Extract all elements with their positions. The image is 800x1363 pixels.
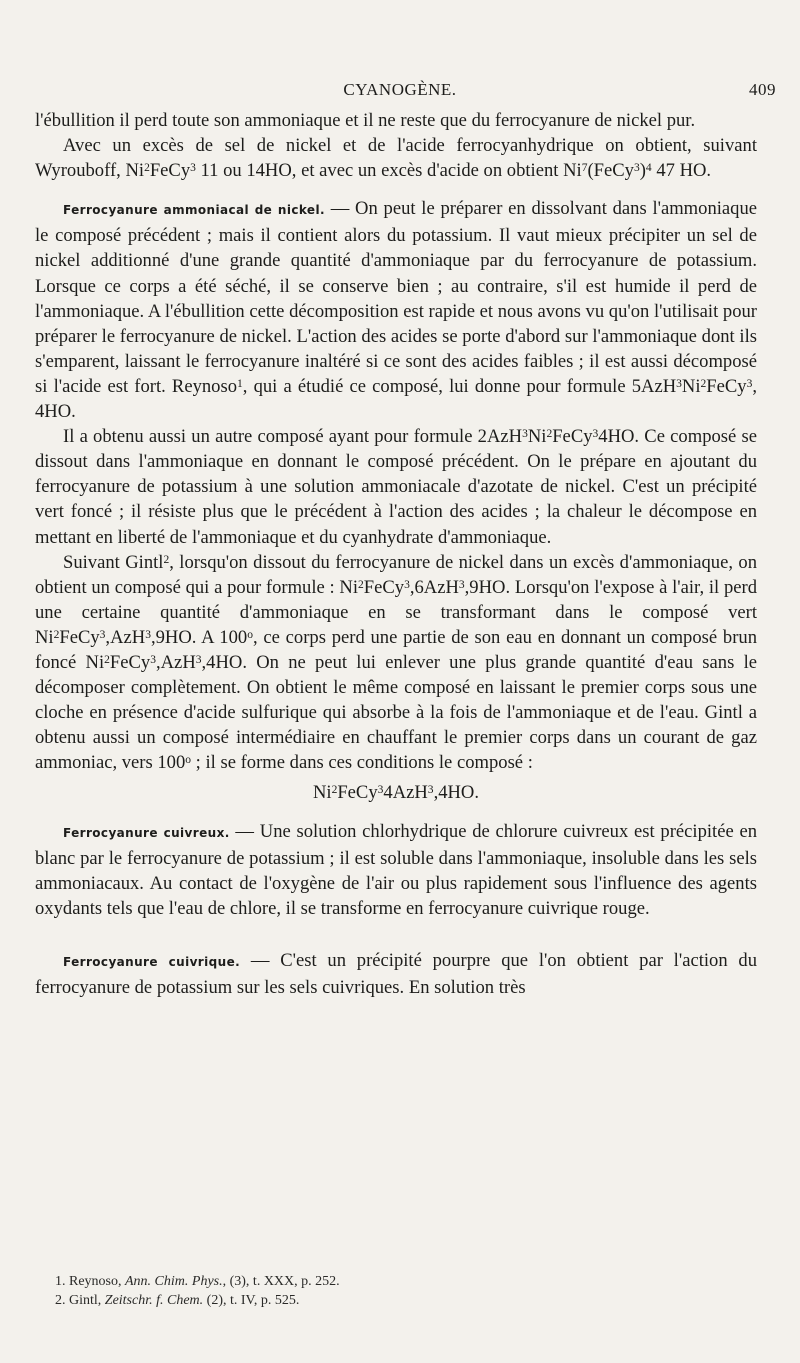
superscript: 3: [190, 162, 196, 174]
superscript: 2: [53, 628, 60, 641]
superscript: 3: [592, 427, 599, 440]
superscript: 2: [104, 653, 110, 666]
paragraph: l'ébullition il perd toute son ammoniaque et il ne reste que du ferrocyanure de nickel pur.: [35, 110, 696, 131]
superscript: o: [185, 754, 192, 767]
paragraph: Avec un excès de sel de nickel et de l'acide ferrocyanhydrique on obtient, suivant Wyrouboff, Ni$^2$FeCy$^3$ 11 ou 14HO, et avec un excès d'acide on obtient Ni$^7$(FeCy$^3$)$^4$ 47 HO.: [35, 135, 757, 182]
running-header: [0, 80, 800, 104]
superscript: 2: [546, 427, 553, 440]
superscript: 1: [237, 377, 243, 390]
superscript: o: [247, 628, 253, 641]
section-paragraph: Ferrocyanure cuivrique. — C'est un précipité pourpre que l'on obtient par l'action du ferrocyanure de potassium sur les sels cuivriques. En solution très: [35, 949, 757, 998]
footnote-number: 2.: [55, 1293, 66, 1308]
superscript: 2: [700, 377, 707, 390]
superscript: 3: [633, 162, 640, 174]
centered-formula: Ni$^2$FeCy$^3$4AzH$^3$,4HO.: [312, 782, 480, 804]
section-paragraph: Ferrocyanure ammoniacal de nickel. — On peut le préparer en dissolvant dans l'ammoniaque le composé précédent ; mais il contient alors du potassium. Il vaut mieux précipiter un sel de nickel additionné d'une grande quantité d'ammoniaque par du ferrocyanure de potassium. Lorsque ce corps a été séché, il se conserve bien ; au contraire, s'il est humide il perd de l'ammoniaque. A l'ébullition cette décomposition est rapide et nous avons vu qu'on l'utilisait pour préparer le ferrocyanure de nickel. L'action des acides se porte d'abord sur l'ammoniaque dont ils s'emparent, laissant le ferrocyanure inaltéré si ce sont des acides faibles ; il est aussi décomposé si l'acide est fort. Reynoso$^1$, qui a étudié ce composé, lui donne pour formule 5AzH$^3$Ni$^2$FeCy$^3$, 4HO.: [35, 198, 757, 423]
superscript: 2: [144, 162, 150, 174]
superscript: 3: [377, 784, 384, 797]
superscript: 3: [145, 628, 151, 641]
section-heading: Ferrocyanure cuivrique.: [63, 954, 241, 969]
superscript: 3: [99, 628, 106, 641]
paragraph: Il a obtenu aussi un autre composé ayant pour formule 2AzH$^3$Ni$^2$FeCy$^3$4HO. Ce composé se dissout dans l'ammoniaque en donnant le composé précédent. On le prépare en ajoutant du ferrocyanure de potassium à une solution ammoniacale d'azotate de nickel. C'est un précipité vert foncé ; il résiste plus que le précédent à l'action des acides ; la chaleur le décompose en mettant en liberté de l'ammoniaque et du cyanhydrate d'ammoniaque.: [35, 426, 757, 548]
journal-title: Ann. Chim. Phys.: [125, 1274, 223, 1289]
running-title: CYANOGÈNE.: [343, 80, 457, 99]
superscript: 4: [645, 162, 652, 174]
superscript: 2: [163, 553, 170, 566]
footnotes: [55, 1272, 755, 1310]
superscript: 3: [427, 784, 434, 797]
superscript: 3: [195, 653, 202, 666]
superscript: 3: [150, 653, 156, 666]
body-text: [35, 108, 757, 1000]
page-number: 409: [749, 80, 776, 99]
journal-title: Zeitschr. f. Chem.: [104, 1293, 204, 1308]
superscript: 3: [458, 578, 465, 591]
superscript: 7: [581, 162, 588, 174]
footnote: 2. Gintl, Zeitschr. f. Chem. (2), t. IV, p. 525.: [55, 1293, 300, 1308]
superscript: 3: [522, 427, 528, 440]
footnote-number: 1.: [55, 1274, 66, 1289]
paragraph: Suivant Gintl$^2$, lorsqu'on dissout du ferrocyanure de nickel dans un excès d'ammoniaque, on obtient un composé qui a pour formule : Ni$^2$FeCy$^3$,6AzH$^3$,9HO. Lorsqu'on l'expose à l'air, il perd une certaine quantité d'ammoniaque en se transformant dans le composé vert Ni$^2$FeCy$^3$,AzH$^3$,9HO. A 100$^o$, ce corps perd une partie de son eau en donnant un composé brun foncé Ni$^2$FeCy$^3$,AzH$^3$,4HO. On ne peut lui enlever une plus grande quantité d'eau sans le décomposer complètement. On obtient le même composé en laissant le premier corps sous une cloche en présence d'acide sulfurique qui absorbe à la fois de l'ammoniaque et de l'eau. Gintl a obtenu aussi un composé intermédiaire en chauffant le premier corps dans un courant de gaz ammoniac, vers 100$^o$ ; il se forme dans ces conditions le composé :: [35, 551, 758, 774]
footnote: 1. Reynoso, Ann. Chim. Phys., (3), t. XXX, p. 252.: [55, 1274, 340, 1289]
superscript: 2: [358, 578, 364, 591]
superscript: 3: [676, 377, 682, 390]
superscript: 3: [746, 377, 753, 390]
superscript: 3: [404, 578, 410, 591]
section-paragraph: Ferrocyanure cuivreux. — Une solution chlorhydrique de chlorure cuivreux est précipitée en blanc par le ferrocyanure de potassium ; il est soluble dans l'ammoniaque, insoluble dans les sels ammoniacaux. Au contact de l'oxygène de l'air ou plus rapidement sous l'influence des agents oxydants tels que l'eau de chlore, il se transforme en ferrocyanure cuivrique rouge.: [35, 820, 758, 919]
superscript: 2: [331, 784, 338, 797]
section-heading: Ferrocyanure ammoniacal de nickel.: [63, 203, 325, 218]
section-heading: Ferrocyanure cuivreux.: [63, 825, 230, 840]
